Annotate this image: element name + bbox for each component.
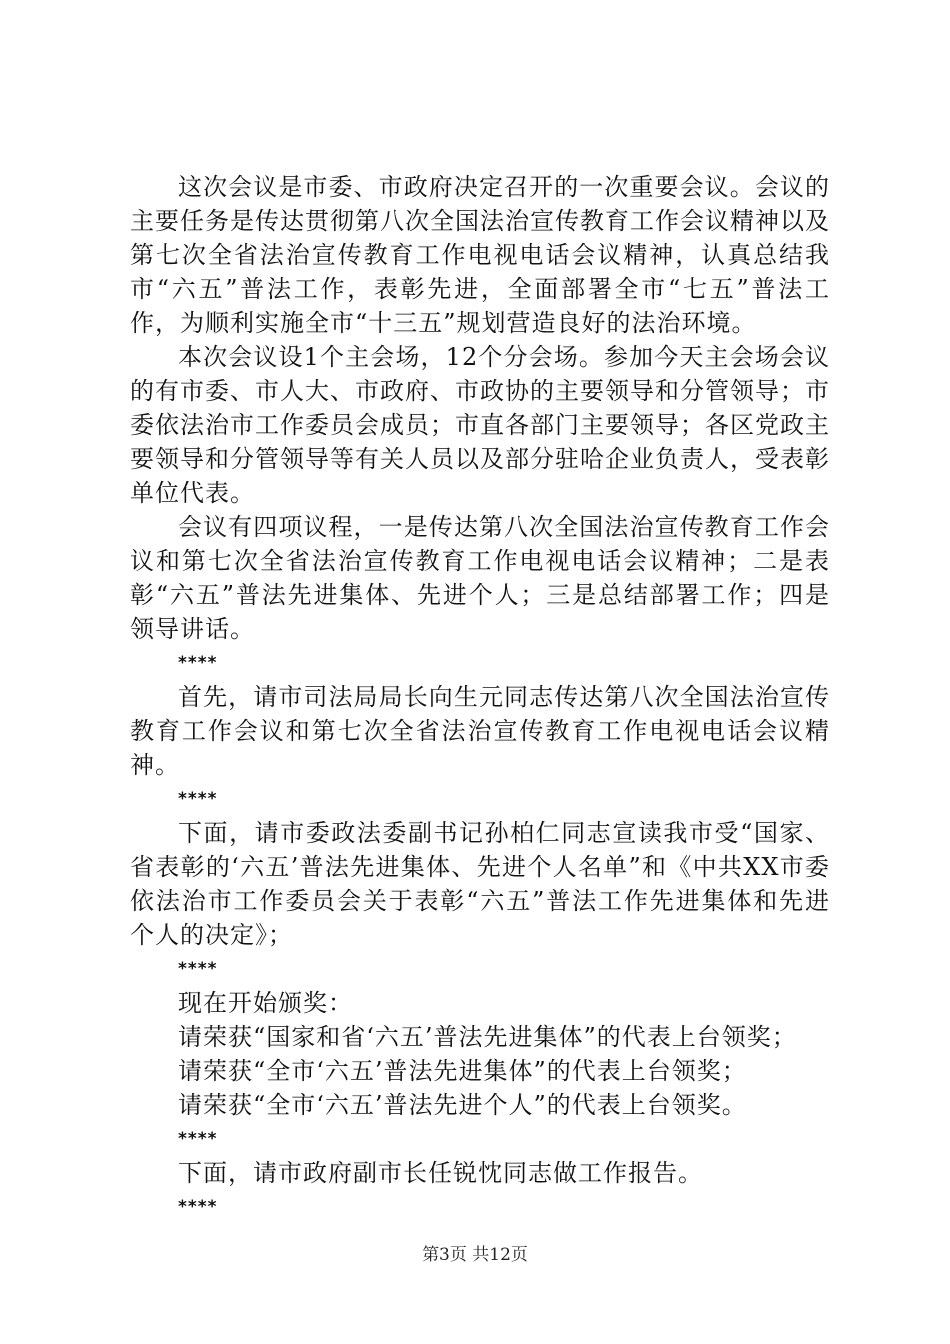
separator: ****	[178, 789, 218, 809]
paragraph-award-city-group: 请荣获“全市‘六五’普法先进集体”的代表上台领奖；	[178, 1057, 747, 1085]
separator: ****	[178, 653, 218, 673]
paragraph-award-start: 现在开始颁奖：	[178, 989, 353, 1017]
separator: ****	[178, 1197, 218, 1217]
document-body	[130, 170, 830, 1224]
paragraph-first-item: 首先，请市司法局局长向生元同志传达第八次全国法治宣传教育工作会议和第七次全省法治宣传教育工作电视电话会议精神。	[130, 683, 830, 779]
paragraph-award-city-individual: 请荣获“全市‘六五’普法先进个人”的代表上台领奖。	[178, 1091, 747, 1119]
paragraph-award-national: 请荣获“国家和省‘六五’普法先进集体”的代表上台领奖；	[178, 1023, 797, 1051]
paragraph-meeting-venue: 本次会议设1个主会场，12个分会场。参加今天主会场会议的有市委、市人大、市政府、市政协的主要领导和分管领导；市委依法治市工作委员会成员；市直各部门主要领导；各区党政主要领导和分管领导等有关人员以及部分驻哈企业负责人，受表彰单位代表。	[130, 343, 830, 507]
page-number-footer: 第3页 共12页	[422, 1245, 528, 1265]
paragraph-work-report: 下面，请市政府副市长任锐忱同志做工作报告。	[178, 1159, 703, 1187]
separator: ****	[178, 1129, 218, 1149]
paragraph-meeting-agenda: 会议有四项议程，一是传达第八次全国法治宣传教育工作会议和第七次全省法治宣传教育工作电视电话会议精神；二是表彰“六五”普法先进集体、先进个人；三是总结部署工作；四是领导讲话。	[130, 513, 830, 643]
paragraph-meeting-purpose: 这次会议是市委、市政府决定召开的一次重要会议。会议的主要任务是传达贯彻第八次全国法治宣传教育工作会议精神以及第七次全省法治宣传教育工作电视电话会议精神，认真总结我市“六五”普法工作，表彰先进，全面部署全市“七五”普法工作，为顺利实施全市“十三五”规划营造良好的法治环境。	[130, 173, 830, 337]
paragraph-second-item: 下面，请市委政法委副书记孙柏仁同志宣读我市受“国家、省表彰的‘六五’普法先进集体、先进个人名单”和《中共XX市委依法治市工作委员会关于表彰“六五”普法工作先进集体和先进个人的决定》；	[130, 819, 830, 949]
separator: ****	[178, 959, 218, 979]
